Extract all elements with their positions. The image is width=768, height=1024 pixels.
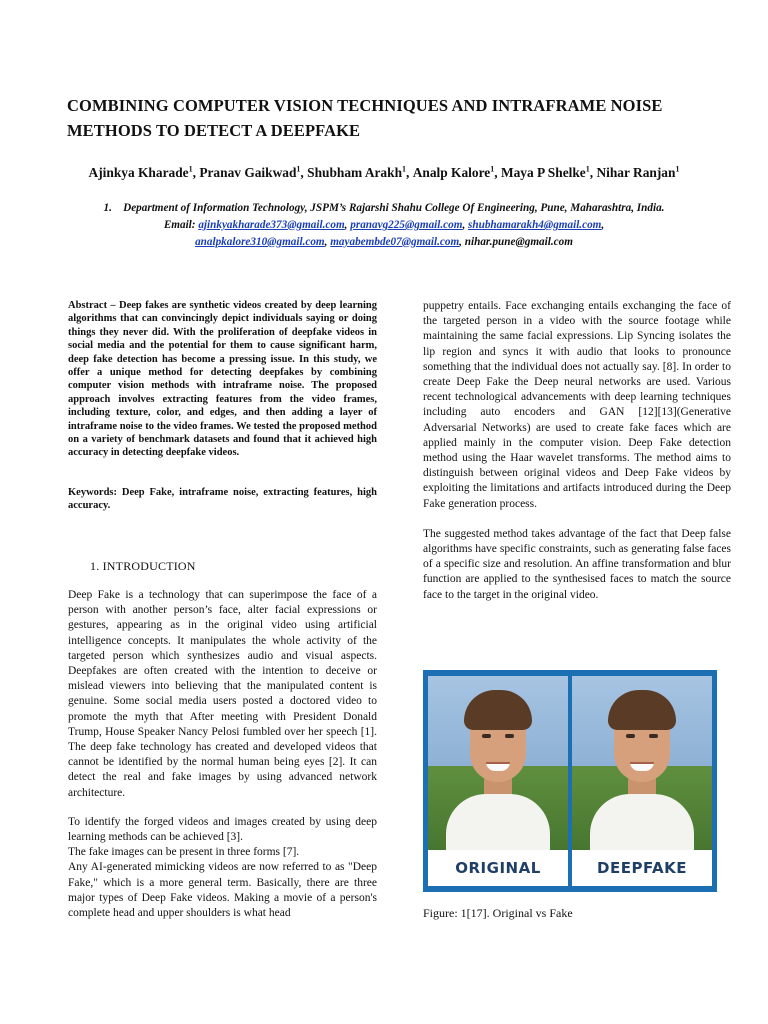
deepfake-label: DEEPFAKE: [572, 850, 712, 886]
abstract: Abstract – Deep fakes are synthetic videos created by deep learning algorithms that can convincingly depict individuals saying or doing things they never did. With the proliferation of deepfake videos in social media and the potential for them to cause significant harm, deep fake detection has become a pressing issue. In this study, we offer a unique method for detecting deepfakes by combining computer vision methods with intraframe noise. The proposed approach involves extracting features from the video frames, including texture, color, and edges, and then adding a layer of intraframe noise to the video frames. We tested the proposed method on a variety of benchmark datasets and found that it achieved high accuracy in detecting deepfake videos.: [68, 300, 377, 459]
email-text-6: nihar.pune@gmail.com: [464, 236, 573, 248]
figure-original-vs-deepfake: [423, 670, 717, 892]
affiliation-text: Department of Information Technology, JSPM’s Rajarshi Shahu College Of Engineering, Pune, Maharashtra, India.: [123, 202, 665, 214]
left-column-body: [68, 588, 377, 921]
paragraph: The fake images can be present in three forms [7].: [68, 846, 300, 859]
email-link-4[interactable]: analpkalore310@gmail.com: [195, 236, 325, 248]
paragraph: Any AI-generated mimicking videos are now referred to as "Deep Fake," which is a more general term. Basically, there are three major types of Deep Fake videos. Making a movie of a person's complete head and upper shoulders is what head: [68, 861, 377, 920]
author-1: Ajinkya Kharade$^1$,: [88, 165, 200, 181]
author-list: [0, 165, 768, 181]
email-link-3[interactable]: shubhamarakh4@gmail.com: [468, 219, 602, 231]
author-2: Pranav Gaikwad$^1$,: [199, 165, 308, 181]
paragraph: Deep Fake is a technology that can superimpose the face of a person with another person’s face, alter facial expressions or gestures, appearing as in the original video using artificial intelligence concepts. It manipulates the whole activity of the targeted person which synthesizes audio and visual aspects. Deepfakes are often created with the intention to deceive or mislead viewers into believing that the manipulated content is genuine. Some social media users posted a doctored video to promote the myth that After meeting with President Donald Trump, House Speaker Nancy Pelosi fumbled over her speech [1]. The deep fake technology has created and developed videos that cannot be identified by the normal human being eyes [2]. It can detect the real and fake images by using advanced network architecture.: [68, 589, 377, 799]
affiliation-number: 1.: [103, 202, 112, 214]
author-4: Analp Kalore$^1$,: [412, 165, 501, 181]
deepfake-photo: [572, 676, 712, 886]
paper-title: COMBINING COMPUTER VISION TECHNIQUES AND INTRAFRAME NOISE METHODS TO DETECT A DEEPFAKE: [67, 96, 663, 140]
original-label: ORIGINAL: [428, 850, 568, 886]
section-heading-introduction: 1. INTRODUCTION: [90, 559, 196, 573]
figure-caption: Figure: 1[17]. Original vs Fake: [423, 906, 573, 920]
email-link-2[interactable]: pranavg225@gmail.com: [350, 219, 463, 231]
author-5: Maya P Shelke$^1$,: [500, 165, 597, 181]
email-link-1[interactable]: ajinkyakharade373@gmail.com: [198, 219, 345, 231]
email-link-5[interactable]: mayabembde07@gmail.com: [330, 236, 460, 248]
paragraph: puppetry entails. Face exchanging entails exchanging the face of the targeted person in a video with the source footage while maintaining the same facial expressions. Lip Syncing isolates the lip region and syncs it with audio that looks to pronounce something that the individual does not actually say. [8]. In order to create Deep Fake the Deep neural networks are used. Various recent technological advancements with deep learning techniques including auto encoders and GAN [12][13](Generative Adversarial Networks) are used to create fake faces which are applied mainly in the computer vision. Deep Fake detection method using the Haar wavelet transforms. The method aims to distinguish between original videos and Deep Fake videos by exploiting the limitations and artifacts introduced during the Deep Fake generation process.: [423, 300, 731, 510]
paragraph: The suggested method takes advantage of the fact that Deep false algorithms have specific constraints, such as generating false faces of a specific size and resolution. An affine transformation and blur function are applied to the synthesised faces to match the source face to the target in the original video.: [423, 527, 731, 601]
right-column-body: [423, 299, 731, 603]
email-label: Email:: [163, 219, 196, 231]
keywords: Keywords: Deep Fake, intraframe noise, extracting features, high accuracy.: [68, 487, 377, 512]
original-photo: [428, 676, 568, 886]
author-3: Shubham Arakh$^1$,: [307, 165, 413, 181]
paragraph: To identify the forged videos and images created by using deep learning methods can be achieved [3].: [68, 815, 377, 844]
author-6: Nihar Ranjan$^1$: [596, 165, 680, 181]
affiliation: 1. Department of Information Technology, JSPM’s Rajarshi Shahu College Of Engineering, Pune, Maharashtra, India. Email: ajinkyakharade373@gmail.com, pranavg225@gmail.com, shubhamarakh4@gmail.com, analpkalore310@gmail.com, mayabembde07@gmail.com, nihar.pune@gmail.com: [103, 202, 665, 248]
